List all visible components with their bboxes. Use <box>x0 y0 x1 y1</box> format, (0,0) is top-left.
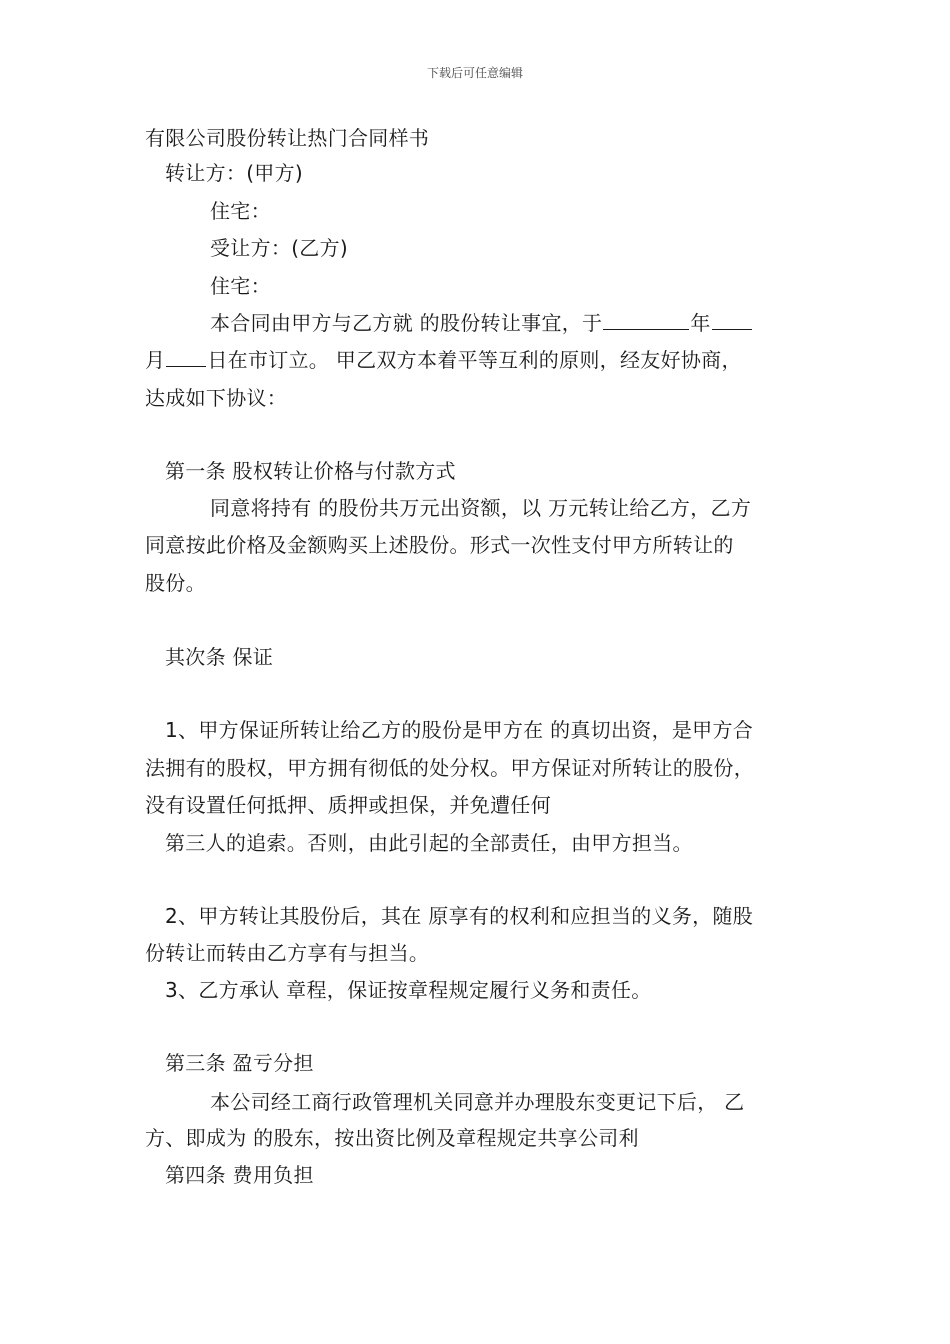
article1-line-2: 同意按此价格及金额购买上述股份。形式一次性支付甲方所转让的 <box>145 533 734 557</box>
intro-line-1 <box>210 309 753 337</box>
article4-heading: 第四条 费用负担 <box>165 1163 314 1187</box>
transferee-address-line: 住宅： <box>210 274 271 298</box>
transferor-line: 转让方：(甲方) <box>165 161 304 185</box>
document-title: 有限公司股份转让热门合同样书 <box>145 126 430 150</box>
article2-heading: 其次条 保证 <box>165 645 274 669</box>
article3-heading: 第三条 盈亏分担 <box>165 1051 314 1075</box>
intro-text-2a: 月 <box>145 348 166 372</box>
page-header-note: 下载后可任意编辑 <box>426 66 523 80</box>
article2-p1-line-3: 没有设置任何抵押、质押或担保，并免遭任何 <box>145 793 551 817</box>
transferee-line: 受让方：(乙方) <box>210 236 349 260</box>
article2-p1-line-4: 第三人的追索。否则，由此引起的全部责任，由甲方担当。 <box>165 831 693 855</box>
transferor-address-line: 住宅： <box>210 199 271 223</box>
article1-line-1: 同意将持有 的股份共万元出资额，以 万元转让给乙方，乙方 <box>210 496 752 520</box>
month-blank <box>712 309 752 330</box>
article2-p3-line-1: 3、乙方承认 章程，保证按章程规定履行义务和责任。 <box>165 978 652 1002</box>
year-blank <box>603 309 689 330</box>
intro-text-1a: 本合同由甲方与乙方就 的股份转让事宜，于 <box>210 311 603 335</box>
article2-p2-line-1: 2、甲方转让其股份后，其在 原享有的权利和应担当的义务，随股 <box>165 904 754 928</box>
article2-p1-line-2: 法拥有的股权，甲方拥有彻低的处分权。甲方保证对所转让的股份， <box>145 756 754 780</box>
day-blank <box>166 346 206 367</box>
article1-line-3: 股份。 <box>145 571 206 595</box>
article2-p2-line-2: 份转让而转由乙方享有与担当。 <box>145 941 430 965</box>
article3-line-1: 本公司经工商行政管理机关同意并办理股东变更记下后， 乙 <box>210 1090 745 1114</box>
intro-line-3: 达成如下协议： <box>145 386 288 410</box>
article2-p1-line-1: 1、甲方保证所转让给乙方的股份是甲方在 的真切出资，是甲方合 <box>165 718 754 742</box>
intro-line-2 <box>145 346 742 374</box>
article1-heading: 第一条 股权转让价格与付款方式 <box>165 459 456 483</box>
intro-text-1b: 年 <box>690 311 711 335</box>
article3-line-2: 方、即成为 的股东，按出资比例及章程规定共享公司利 <box>145 1126 639 1150</box>
intro-text-2b: 日在市订立。 甲乙双方本着平等互利的原则，经友好协商， <box>207 348 742 372</box>
